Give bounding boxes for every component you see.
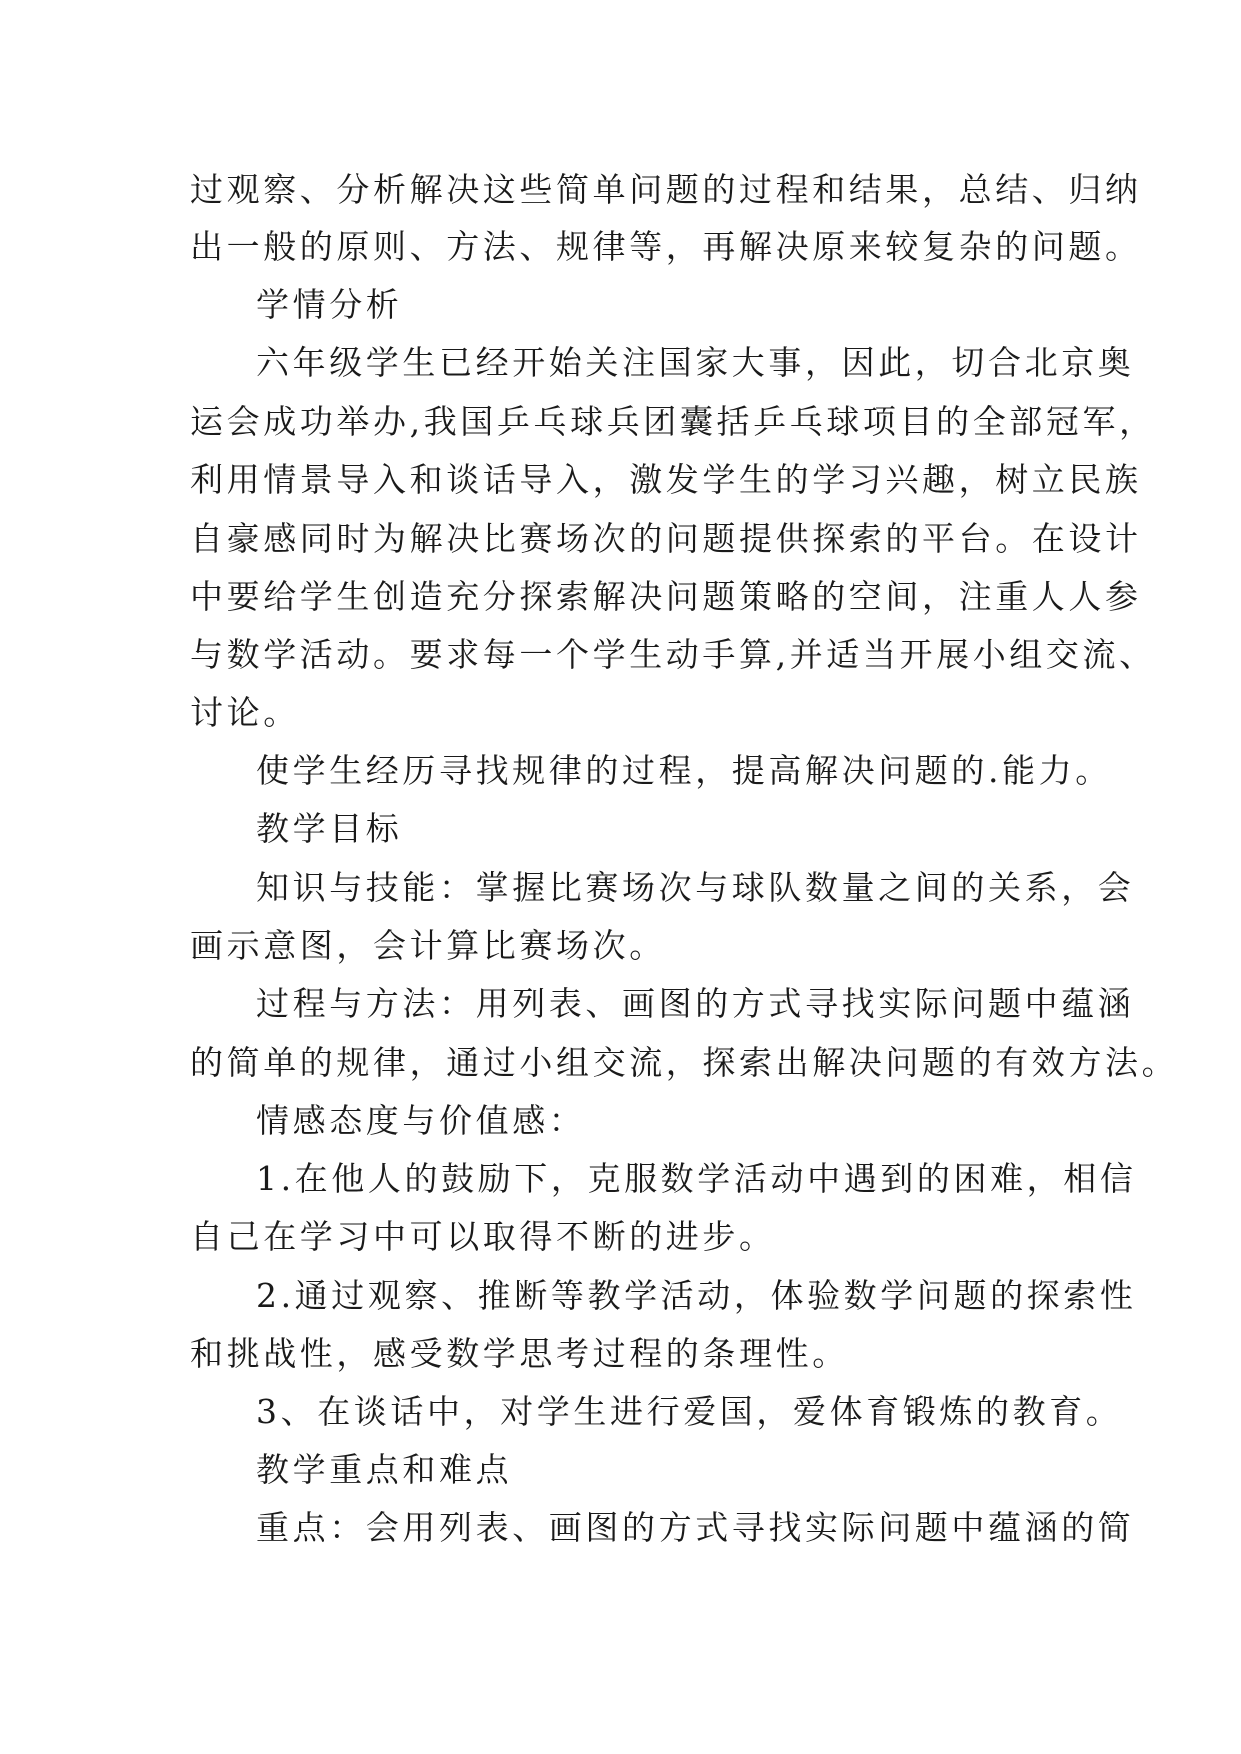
text-line: 运会成功举办,我国乒乓球兵团囊括乒乓球项目的全部冠军， (190, 402, 1156, 441)
list-item: 1.在他人的鼓励下，克服数学活动中遇到的困难，相信 (256, 1159, 1137, 1198)
text-line: 重点：会用列表、画图的方式寻找实际问题中蕴涵的简 (256, 1508, 1135, 1547)
text-line: 情感态度与价值感： (256, 1101, 586, 1140)
text-line: 中要给学生创造充分探索解决问题策略的空间，注重人人参 (190, 577, 1142, 616)
text-line: 和挑战性，感受数学思考过程的条理性。 (190, 1334, 849, 1373)
section-heading: 教学重点和难点 (256, 1450, 513, 1489)
text-line: 自己在学习中可以取得不断的进步。 (190, 1217, 776, 1256)
text-line: 画示意图，会计算比赛场次。 (190, 926, 666, 965)
section-heading: 教学目标 (256, 809, 403, 848)
text-line: 利用情景导入和谈话导入，激发学生的学习兴趣，树立民族 (190, 460, 1142, 499)
text-line: 过程与方法：用列表、画图的方式寻找实际问题中蕴涵 (256, 984, 1135, 1023)
text-line: 使学生经历寻找规律的过程，提高解决问题的.能力。 (256, 751, 1112, 790)
text-line: 过观察、分析解决这些简单问题的过程和结果，总结、归纳 (190, 170, 1142, 209)
text-line: 知识与技能：掌握比赛场次与球队数量之间的关系，会 (256, 868, 1135, 907)
text-line: 与数学活动。要求每一个学生动手算,并适当开展小组交流、 (190, 635, 1156, 674)
text-line: 出一般的原则、方法、规律等，再解决原来较复杂的问题。 (190, 227, 1142, 266)
text-line: 的简单的规律，通过小组交流，探索出解决问题的有效方法。 (190, 1043, 1179, 1082)
text-line: 讨论。 (190, 693, 300, 732)
text-line: 自豪感同时为解决比赛场次的问题提供探索的平台。在设计 (190, 519, 1142, 558)
text-line: 六年级学生已经开始关注国家大事，因此，切合北京奥 (256, 343, 1135, 382)
section-heading: 学情分析 (256, 285, 403, 324)
list-item: 3、在谈话中，对学生进行爱国，爱体育锻炼的教育。 (256, 1392, 1123, 1431)
list-item: 2.通过观察、推断等教学活动，体验数学问题的探索性 (256, 1276, 1137, 1315)
